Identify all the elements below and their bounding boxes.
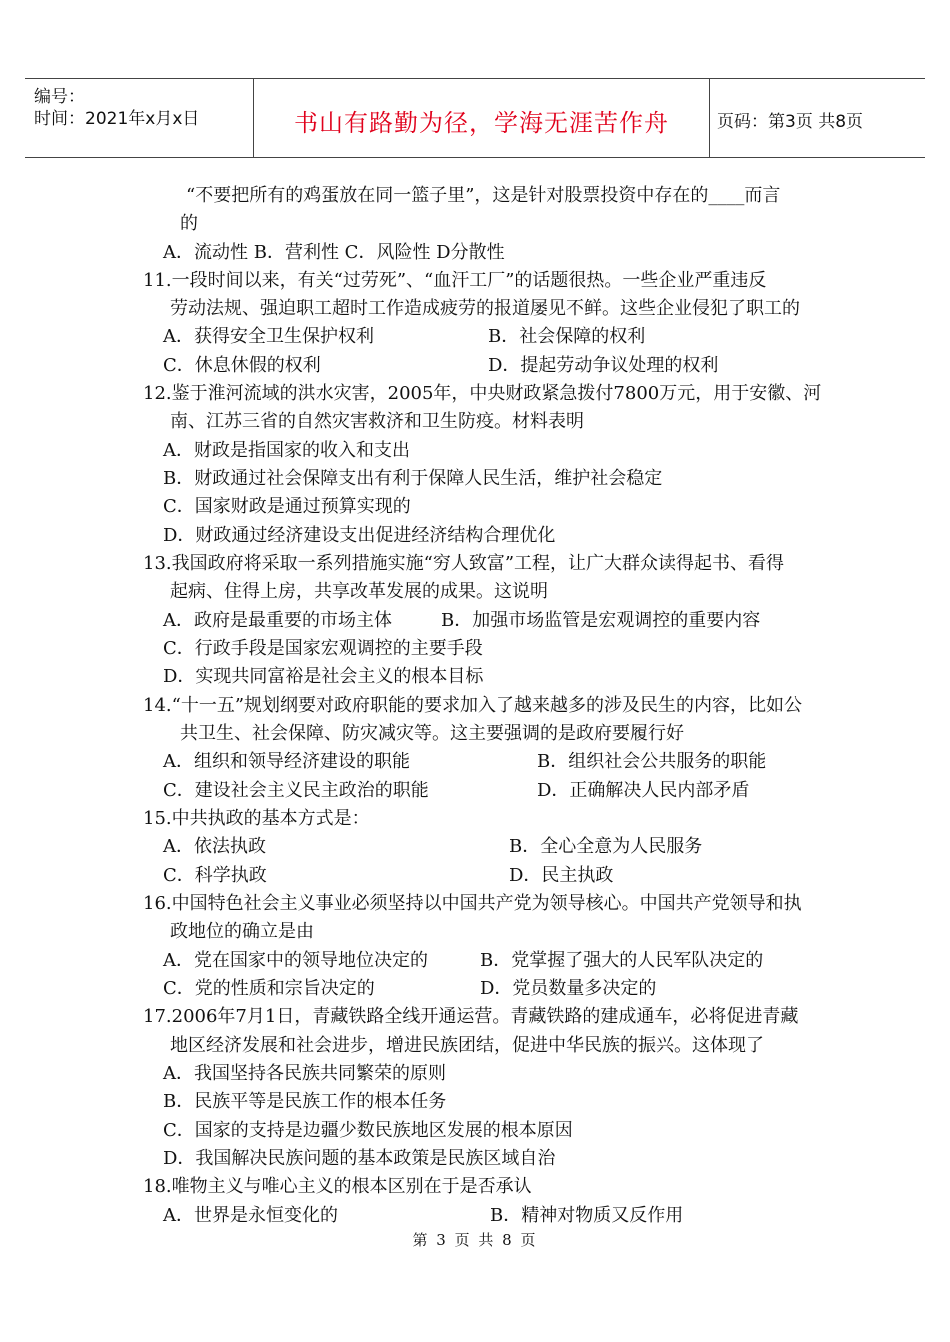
option-d: D．正确解决人民内部矛盾 [537, 780, 750, 801]
question-15: 15.中共执政的基本方式是： [143, 808, 370, 829]
question-13: 13.我国政府将采取一系列措施实施“穷人致富”工程，让广大群众读得起书、看得 [143, 553, 785, 574]
option-a: A．我国坚持各民族共同繁荣的原则 [163, 1063, 446, 1084]
text-line: 政地位的确立是由 [170, 921, 314, 942]
page-header [25, 78, 925, 158]
option-b: B．全心全意为人民服务 [509, 836, 703, 857]
text-line: 劳动法规、强迫职工超时工作造成疲劳的报道屡见不鲜。这些企业侵犯了职工的 [170, 298, 800, 319]
option-a: A．世界是永恒变化的 [163, 1205, 338, 1226]
option-c: C．国家财政是通过预算实现的 [163, 496, 411, 517]
option-a: A．政府是最重要的市场主体 [163, 610, 392, 631]
question-12: 12.鉴于淮河流域的洪水灾害，2005年，中央财政紧急拨付7800万元，用于安徽、河 [143, 383, 822, 404]
option-a: A．依法执政 [163, 836, 266, 857]
text-line: 共卫生、社会保障、防灾减灾等。这主要强调的是政府要履行好 [180, 723, 684, 744]
option-d: D．党员数量多决定的 [480, 978, 657, 999]
text-line: 起病、住得上房，共享改革发展的成果。这说明 [170, 581, 548, 602]
option-b: B．社会保障的权利 [488, 326, 646, 347]
option-c: C．行政手段是国家宏观调控的主要手段 [163, 638, 483, 659]
question-17: 17.2006年7月1日，青藏铁路全线开通运营。青藏铁路的建成通车，必将促进青藏 [143, 1006, 799, 1027]
option-b: B．民族平等是民族工作的根本任务 [163, 1091, 447, 1112]
question-16: 16.中国特色社会主义事业必须坚持以中国共产党为领导核心。中国共产党领导和执 [143, 893, 802, 914]
text-line: “不要把所有的鸡蛋放在同一篮子里”，这是针对股票投资中存在的____而言 [186, 185, 781, 206]
option-c: C．休息休假的权利 [163, 355, 321, 376]
option-d: D．实现共同富裕是社会主义的根本目标 [163, 666, 484, 687]
option-a: A．获得安全卫生保护权利 [163, 326, 374, 347]
option-c: C．建设社会主义民主政治的职能 [163, 780, 429, 801]
option-c: C．科学执政 [163, 865, 267, 886]
header-center-cell [253, 79, 710, 157]
option-a: A．组织和领导经济建设的职能 [163, 751, 410, 772]
option-d: D．提起劳动争议处理的权利 [488, 355, 719, 376]
option-c: C．国家的支持是边疆少数民族地区发展的根本原因 [163, 1120, 573, 1141]
option-d: D．我国解决民族问题的基本政策是民族区域自治 [163, 1148, 556, 1169]
option-a: A．财政是指国家的收入和支出 [163, 440, 410, 461]
option-a: A．党在国家中的领导地位决定的 [163, 950, 428, 971]
option-b: B．组织社会公共服务的职能 [537, 751, 767, 772]
page-footer: 第 3 页 共 8 页 [412, 1231, 538, 1249]
text-line: 的 [180, 213, 198, 234]
question-14: 14.“十一五”规划纲要对政府职能的要求加入了越来越多的涉及民生的内容，比如公 [143, 695, 803, 716]
page-number-info: 页码：第3页 共8页 [717, 112, 864, 132]
option-b: B．财政通过社会保障支出有利于保障人民生活，维护社会稳定 [163, 468, 663, 489]
time-label: 时间：2021年x月x日 [34, 109, 200, 129]
option-b: B．党掌握了强大的人民军队决定的 [480, 950, 764, 971]
text-line: 南、江苏三省的自然灾害救济和卫生防疫。材料表明 [170, 411, 584, 432]
option-d: D．民主执政 [509, 865, 614, 886]
option-line: A．流动性 B．营利性 C．风险性 D分散性 [163, 242, 505, 263]
question-11: 11.一段时间以来，有关“过劳死”、“血汗工厂”的话题很热。一些企业严重违反 [143, 270, 767, 291]
option-d: D．财政通过经济建设支出促进经济结构合理优化 [163, 525, 556, 546]
text-line: 地区经济发展和社会进步，增进民族团结，促进中华民族的振兴。这体现了 [170, 1035, 764, 1056]
question-18: 18.唯物主义与唯心主义的根本区别在于是否承认 [143, 1176, 532, 1197]
motto-text: 书山有路勤为径，学海无涯苦作舟 [294, 109, 669, 137]
header-left-cell [25, 79, 253, 157]
header-right-cell [709, 79, 925, 157]
serial-number-label: 编号： [34, 87, 85, 107]
option-b: B．加强市场监管是宏观调控的重要内容 [441, 610, 761, 631]
option-c: C．党的性质和宗旨决定的 [163, 978, 375, 999]
option-b: B．精神对物质又反作用 [490, 1205, 684, 1226]
